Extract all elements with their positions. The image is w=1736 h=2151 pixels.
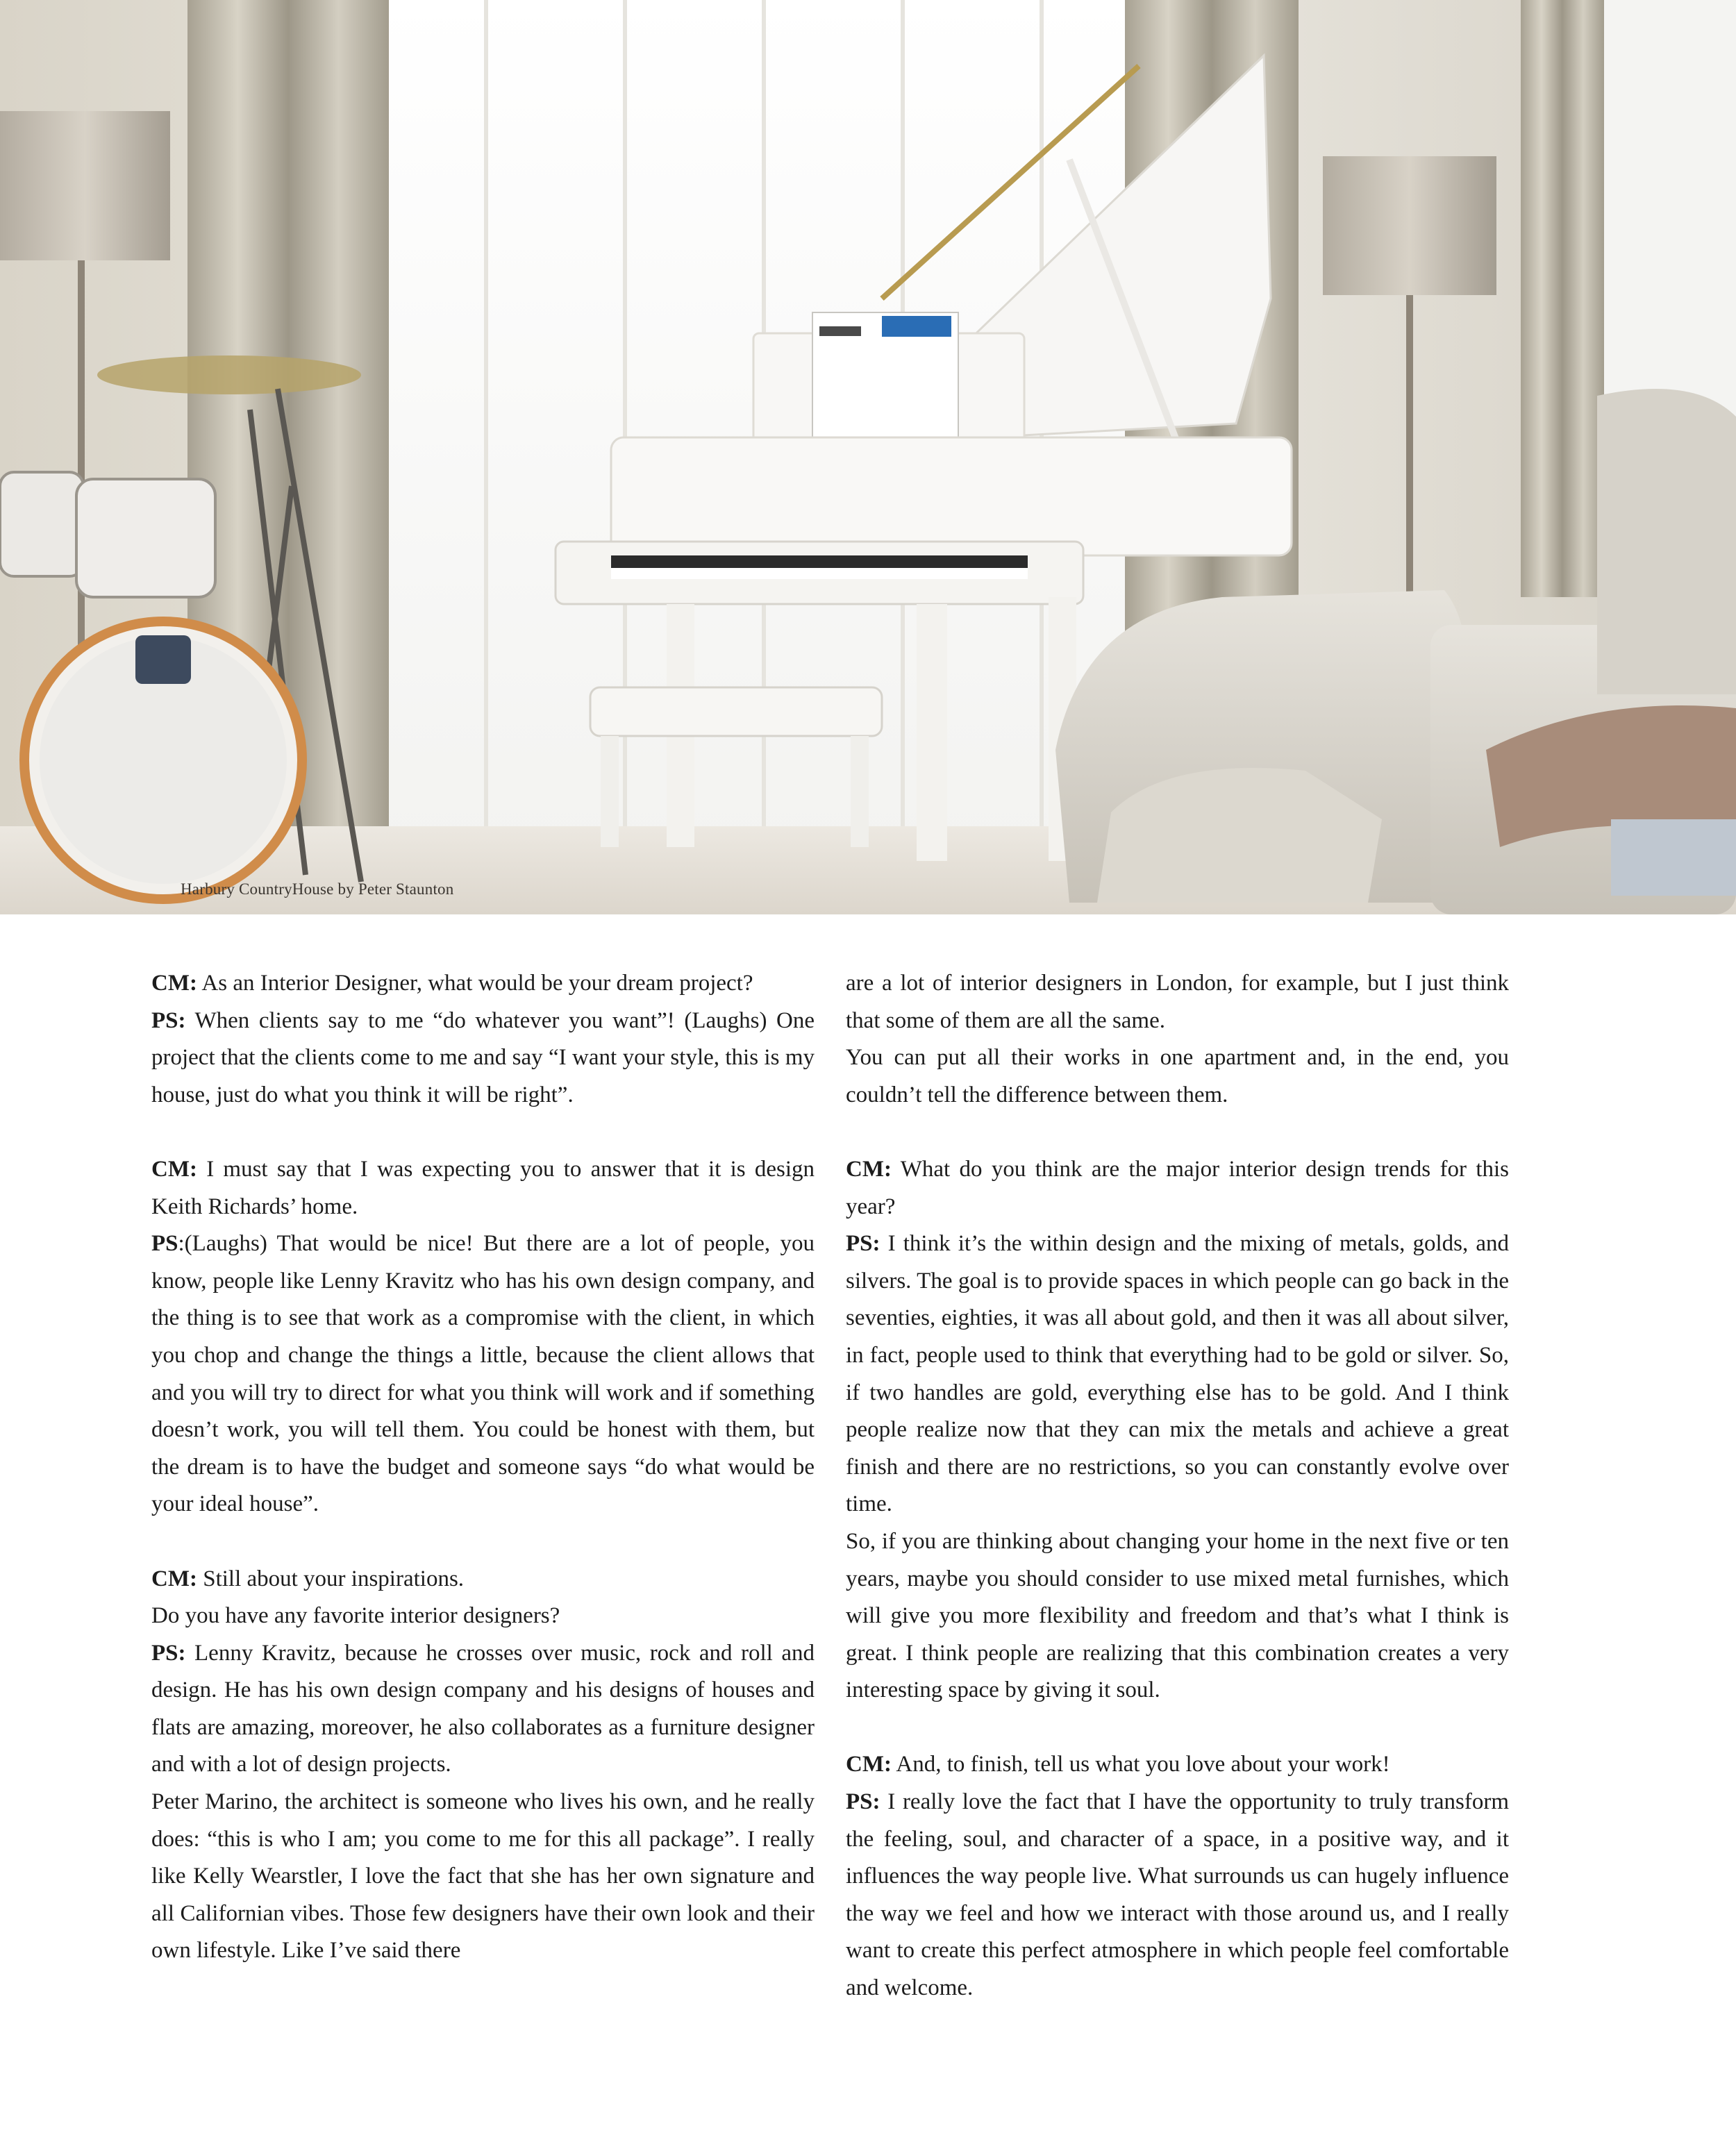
speaker-label: CM: [151, 1156, 197, 1182]
paragraph-text: Peter Marino, the architect is someone who lives his own, and he really does: “this is who I am; you come to me for this all package”. I really like Kelly Wearstler, I love the fact that she has her own signature and all Californian vibes. Those few designers have their own look and their own lifestyle. Like I’ve said there [151, 1789, 815, 1964]
interview-paragraph [151, 1225, 815, 1523]
paragraph-text: I must say that I was expecting you to answer that it is design Keith Richards’ home. [151, 1156, 815, 1219]
paragraph-text: I think it’s the within design and the mixing of metals, golds, and silvers. The goal is to provide spaces in which people can go back in the seventies, eighties, it was all about gold, and then it was all about silver, in fact, people used to think that everything had to be gold or silver. So, if two handles are gold, everything else has to be gold. And I think people realize now that they can mix the metals and achieve a great finish and there are no restrictions, so you can constantly evolve over time. [846, 1231, 1509, 1517]
paragraph-text: Still about your inspirations. [197, 1566, 465, 1591]
interview-paragraph [846, 1151, 1509, 1225]
speaker-label: CM: [151, 971, 197, 996]
paragraph-text: As an Interior Designer, what would be your dream project? [197, 971, 753, 996]
speaker-label: PS: [846, 1789, 880, 1815]
interview-continuation [151, 1784, 815, 1970]
hero-photo [0, 0, 1736, 914]
paragraph-text: You can put all their works in one apartment and, in the end, you couldn’t tell the difference between them. [846, 1045, 1509, 1107]
interview-continuation [846, 1039, 1509, 1114]
paragraph-gap [846, 1709, 1509, 1747]
paragraph-text: are a lot of interior designers in London, for example, but I just think that some of them are all the same. [846, 971, 1509, 1033]
interview-paragraph [846, 1784, 1509, 2007]
interview-paragraph [846, 1746, 1509, 1784]
paragraph-text: Lenny Kravitz, because he crosses over music, rock and roll and design. He has his own design company and his designs of houses and flats are amazing, moreover, he also collaborates as a furniture designer and with a lot of design projects. [151, 1640, 815, 1777]
speaker-label: CM: [151, 1566, 197, 1591]
interview-paragraph [151, 1003, 815, 1114]
interview-continuation [846, 1523, 1509, 1709]
interview-paragraph [151, 1561, 815, 1598]
paragraph-gap [846, 1114, 1509, 1151]
paragraph-text: When clients say to me “do whatever you want”! (Laughs) One project that the clients come to me and say “I want your style, this is my house, just do what you think it will be right”. [151, 1007, 815, 1107]
paragraph-text: What do you think are the major interior design trends for this year? [846, 1156, 1509, 1219]
speaker-label: PS: [151, 1640, 186, 1666]
speaker-label: PS [151, 1231, 178, 1257]
interview-paragraph [151, 1635, 815, 1784]
right-column [846, 965, 1509, 2007]
speaker-label: PS: [151, 1007, 186, 1033]
paragraph-text: :(Laughs) That would be nice! But there are a lot of people, you know, people like Lenny Kravitz who has his own design company, and the thing is to see that work as a compromise with the client, in which you chop and change the things a little, because the client allows that and you will try to direct for what you think will work and if something doesn’t work, you will tell them. You could be honest with them, but the dream is to have the budget and someone says “do what would be your ideal house”. [151, 1231, 815, 1517]
left-column [151, 965, 815, 1970]
paragraph-text: And, to finish, tell us what you love about your work! [891, 1752, 1390, 1777]
paragraph-gap [151, 1523, 815, 1561]
paragraph-gap [151, 1114, 815, 1151]
interview-paragraph [846, 1225, 1509, 1523]
interview-paragraph [151, 1151, 815, 1225]
interview-paragraph [151, 965, 815, 1003]
speaker-label: CM: [846, 1752, 892, 1777]
photo-credit: Harbury CountryHouse by Peter Staunton [181, 880, 454, 898]
paragraph-text: Do you have any favorite interior designers? [151, 1603, 560, 1629]
interview-continuation [846, 965, 1509, 1039]
speaker-label: CM: [846, 1156, 892, 1182]
room-illustration [0, 0, 1736, 914]
paragraph-text: So, if you are thinking about changing your home in the next five or ten years, maybe you should consider to use mixed metal furnishes, which will give you more flexibility and freedom and that’s what I think is great. I think people are realizing that this combination creates a very interesting space by giving it soul. [846, 1528, 1509, 1703]
speaker-label: PS: [846, 1231, 880, 1257]
interview-continuation [151, 1598, 815, 1635]
paragraph-text: I really love the fact that I have the opportunity to truly transform the feeling, soul, and character of a space, in a positive way, and it influences the way people live. What surrounds us can hugely influence the way we feel and how we interact with those around us, and I really want to create this perfect atmosphere in which people feel comfortable and welcome. [846, 1789, 1509, 2001]
